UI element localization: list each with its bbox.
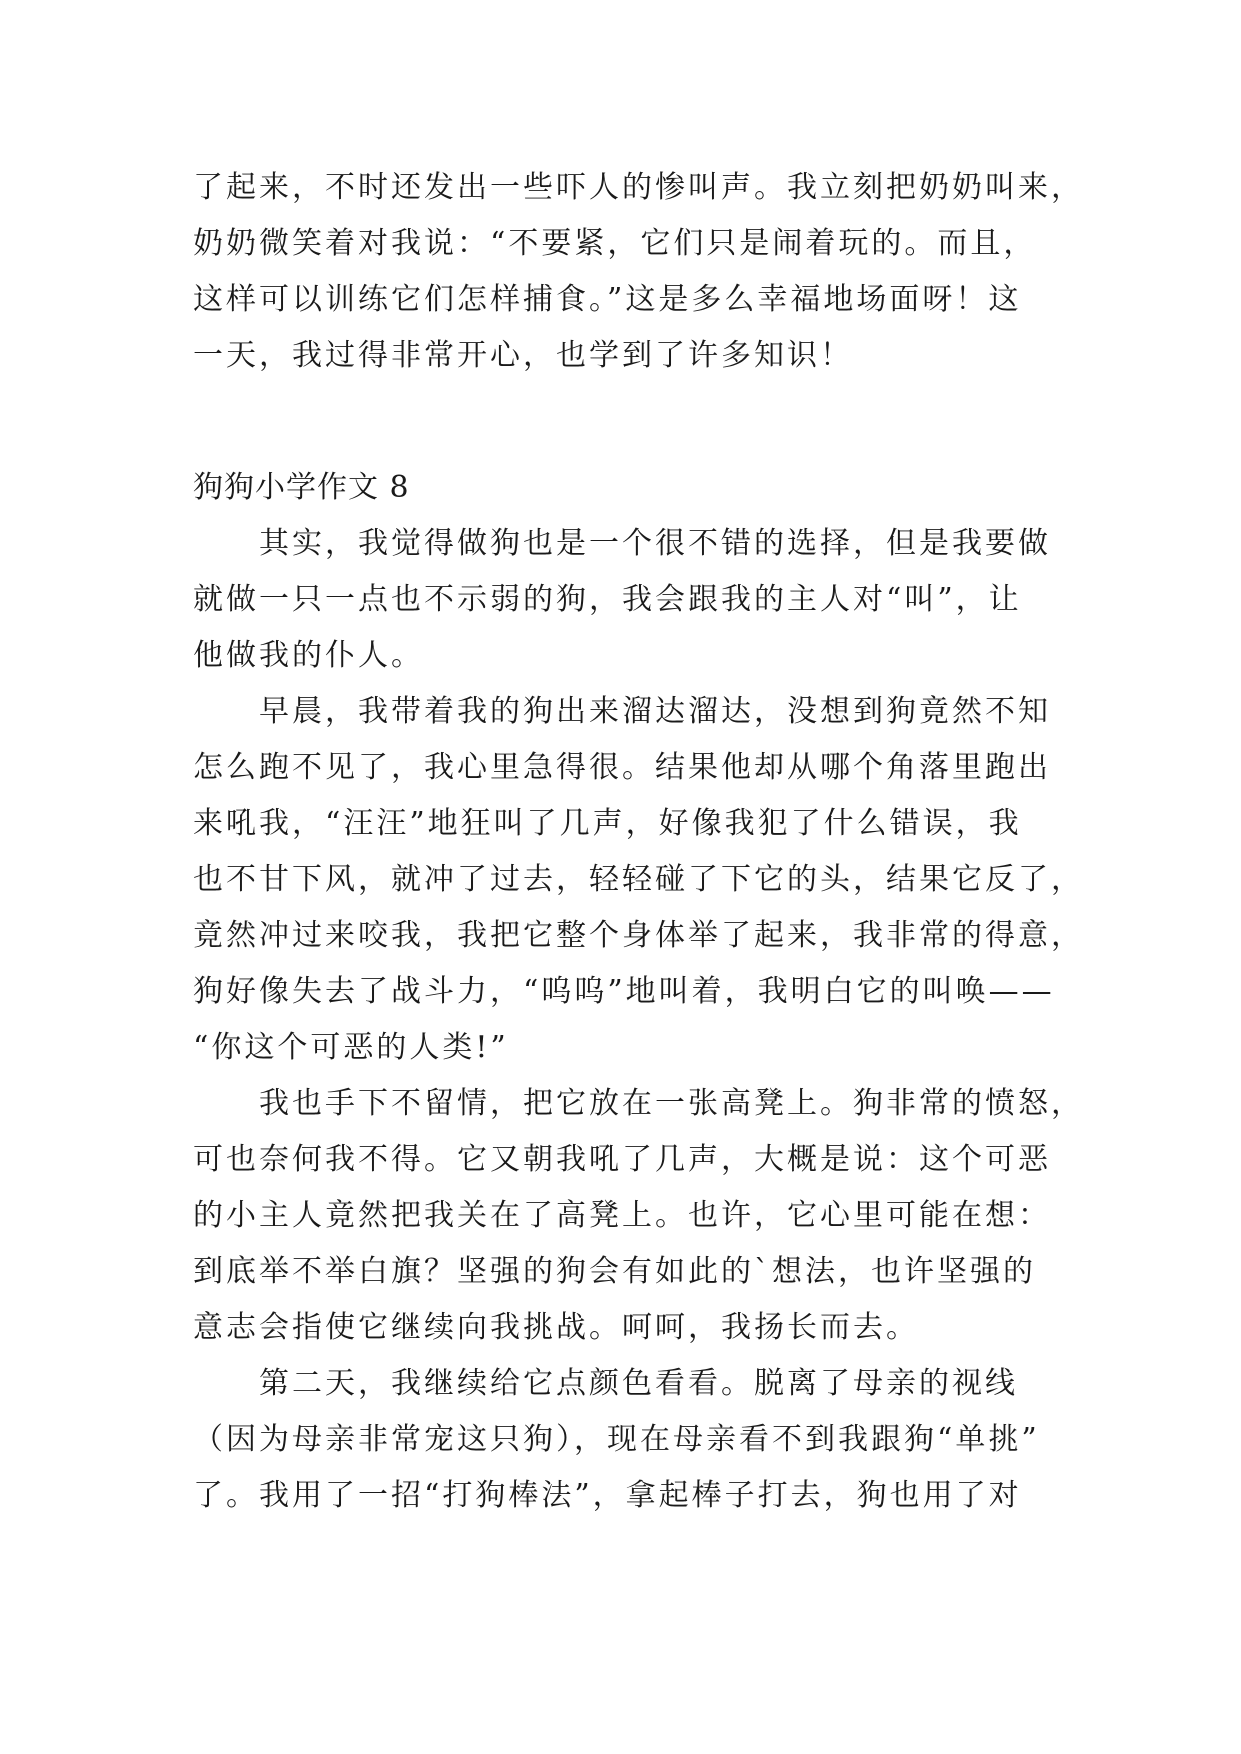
text-line: “你这个可恶的人类!” (193, 1030, 509, 1065)
text-line: 我也手下不留情，把它放在一张高凳上。狗非常的愤怒， (259, 1086, 1084, 1121)
intro-paragraph (193, 160, 1084, 384)
text-line: 了。我用了一招“打狗棒法”，拿起棒子打去，狗也用了对 (193, 1478, 1022, 1513)
paragraph-2 (193, 684, 1084, 1076)
text-line: 来吼我，“汪汪”地狂叫了几声，好像我犯了什么错误，我 (193, 806, 1022, 841)
text-line: 他做我的仆人。 (193, 638, 424, 673)
text-line: 也不甘下风，就冲了过去，轻轻碰了下它的头，结果它反了， (193, 862, 1084, 897)
text-line: 早晨，我带着我的狗出来溜达溜达，没想到狗竟然不知 (259, 694, 1051, 729)
paragraph-3 (193, 1076, 1084, 1356)
text-line: （因为母亲非常宠这只狗），现在母亲看不到我跟狗“单挑” (193, 1422, 1040, 1457)
essay-title: 狗狗小学作文 8 (193, 470, 410, 505)
text-line: 一天，我过得非常开心，也学到了许多知识！ (193, 338, 853, 373)
paragraph-1 (193, 516, 1053, 684)
text-line: 了起来，不时还发出一些吓人的惨叫声。我立刻把奶奶叫来， (193, 170, 1084, 205)
text-line: 的小主人竟然把我关在了高凳上。也许，它心里可能在想： (193, 1198, 1051, 1233)
text-line: 就做一只一点也不示弱的狗，我会跟我的主人对“叫”，让 (193, 582, 1022, 617)
text-line: 奶奶微笑着对我说：“不要紧，它们只是闹着玩的。而且， (193, 226, 1037, 261)
text-line: 怎么跑不见了，我心里急得很。结果他却从哪个角落里跑出 (193, 750, 1051, 785)
document-page (193, 160, 1084, 1524)
text-line: 意志会指使它继续向我挑战。呵呵，我扬长而去。 (193, 1310, 919, 1345)
section-spacer (193, 384, 1053, 460)
text-line: 第二天，我继续给它点颜色看看。脱离了母亲的视线 (259, 1366, 1018, 1401)
text-line: 竟然冲过来咬我，我把它整个身体举了起来，我非常的得意， (193, 918, 1084, 953)
text-line: 其实，我觉得做狗也是一个很不错的选择，但是我要做 (259, 526, 1051, 561)
text-line: 这样可以训练它们怎样捕食。”这是多么幸福地场面呀！这 (193, 282, 1022, 317)
text-line: 狗好像失去了战斗力，“呜呜”地叫着，我明白它的叫唤—— (193, 974, 1055, 1009)
text-line: 到底举不举白旗？坚强的狗会有如此的`想法，也许坚强的 (193, 1254, 1036, 1289)
text-line: 可也奈何我不得。它又朝我吼了几声，大概是说：这个可恶 (193, 1142, 1051, 1177)
paragraph-4 (193, 1356, 1053, 1524)
